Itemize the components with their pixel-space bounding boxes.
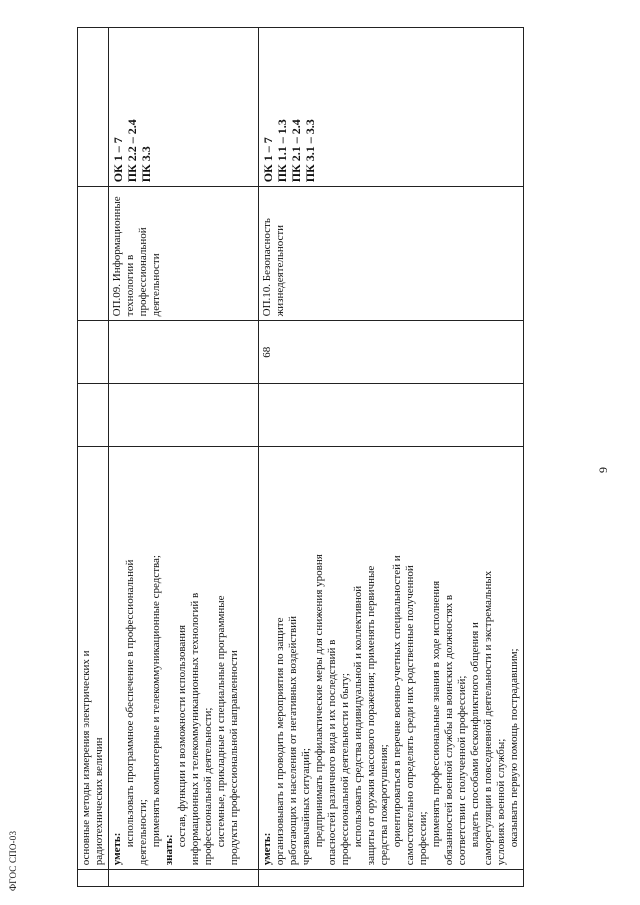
content-line: предпринимать профилактические меры для снижения уровня <box>313 554 325 848</box>
content-line: условиях военной службы; <box>495 738 507 866</box>
content-line: применять компьютерные и телекоммуникационные средства; <box>150 555 162 848</box>
content-line: применять профессиональные знания в ходе исполнения <box>430 580 442 848</box>
index-cell <box>78 870 109 887</box>
competency-code: ПК 1.1 – 1.3 <box>275 119 289 183</box>
hours-cell <box>109 321 259 384</box>
competency-code: ПК 3.1 – 3.3 <box>303 119 317 183</box>
competencies-cell <box>259 28 524 187</box>
content-line: владеть способами бесконфликтного общения и <box>469 622 481 848</box>
content-line: продукты профессиональной направленности <box>228 650 240 866</box>
content-line: профессиональной деятельности; <box>202 707 214 866</box>
content-line: профессии; <box>417 811 429 866</box>
table-row <box>259 28 524 887</box>
discipline-cell <box>78 187 109 321</box>
index-cell <box>259 870 524 887</box>
content-line: радиотехнических величин <box>93 737 105 866</box>
content-line: ориентироваться в перечне военно-учетных специальностей и <box>391 555 403 848</box>
discipline-cell: ОП.10. Безопасность жизнедеятельности <box>259 187 524 321</box>
competency-code: ПК 2.1 – 2.4 <box>289 119 303 183</box>
content-line: оказывать первую помощь пострадавшим; <box>508 648 520 848</box>
competency-code: ОК 1 – 7 <box>261 137 275 183</box>
hours-cell: 68 <box>259 321 524 384</box>
content-cell <box>259 447 524 870</box>
max-load-cell <box>259 384 524 447</box>
content-line: обязанностей военной службы на воинских должностях в <box>443 594 455 866</box>
page-number: 9 <box>596 467 610 473</box>
competencies-cell <box>109 28 259 187</box>
competency-code: ПК 2.2 – 2.4 <box>125 119 139 183</box>
competency-code: ПК 3.3 <box>139 146 153 183</box>
content-line: профессиональной деятельности и быту; <box>339 673 351 866</box>
content-line: основные методы измерения электрических и <box>80 650 92 866</box>
hours-cell <box>78 321 109 384</box>
content-line: саморегуляции в повседневной деятельности и экстремальных <box>482 570 494 866</box>
content-line: информационных и телекоммуникационных технологий в <box>189 592 201 866</box>
content-line: состав, функции и возможности использования <box>176 624 188 848</box>
competencies-cell <box>78 28 109 187</box>
content-line: самостоятельно определять среди них родственные полученной <box>404 565 416 866</box>
table-row <box>109 28 259 887</box>
discipline-cell: ОП.09. Информационные технологии в профессиональной деятельности <box>109 187 259 321</box>
max-load-cell <box>109 384 259 447</box>
content-line: чрезвычайных ситуаций; <box>300 748 312 866</box>
footer-code: ФГОС СПО-03 <box>8 830 18 891</box>
content-line: использовать средства индивидуальной и коллективной <box>352 585 364 848</box>
content-line: организовывать и проводить мероприятия по защите <box>274 617 286 866</box>
content-line: средства пожаротушения; <box>378 744 390 866</box>
content-line: системные, прикладные и специальные программные <box>215 595 227 848</box>
content-cell <box>78 447 109 870</box>
content-line: соответствии с полученной профессией; <box>456 675 468 866</box>
section-heading: уметь: <box>261 832 273 866</box>
index-cell <box>109 870 259 887</box>
section-heading: знать: <box>163 834 175 866</box>
content-line: защиты от оружия массового поражения; применять первичные <box>365 565 377 866</box>
content-line: опасностей различного вида и их последствий в <box>326 639 338 866</box>
table-row <box>78 28 109 887</box>
standards-table-body <box>78 28 524 887</box>
content-cell <box>109 447 259 870</box>
content-line: деятельности; <box>137 799 149 866</box>
competency-code: ОК 1 – 7 <box>111 137 125 183</box>
standards-table <box>77 27 524 887</box>
content-line: использовать программное обеспечение в профессиональной <box>124 559 136 848</box>
section-heading: уметь: <box>111 832 123 866</box>
max-load-cell <box>78 384 109 447</box>
content-line: работающих и населения от негативных воздействий <box>287 616 299 866</box>
